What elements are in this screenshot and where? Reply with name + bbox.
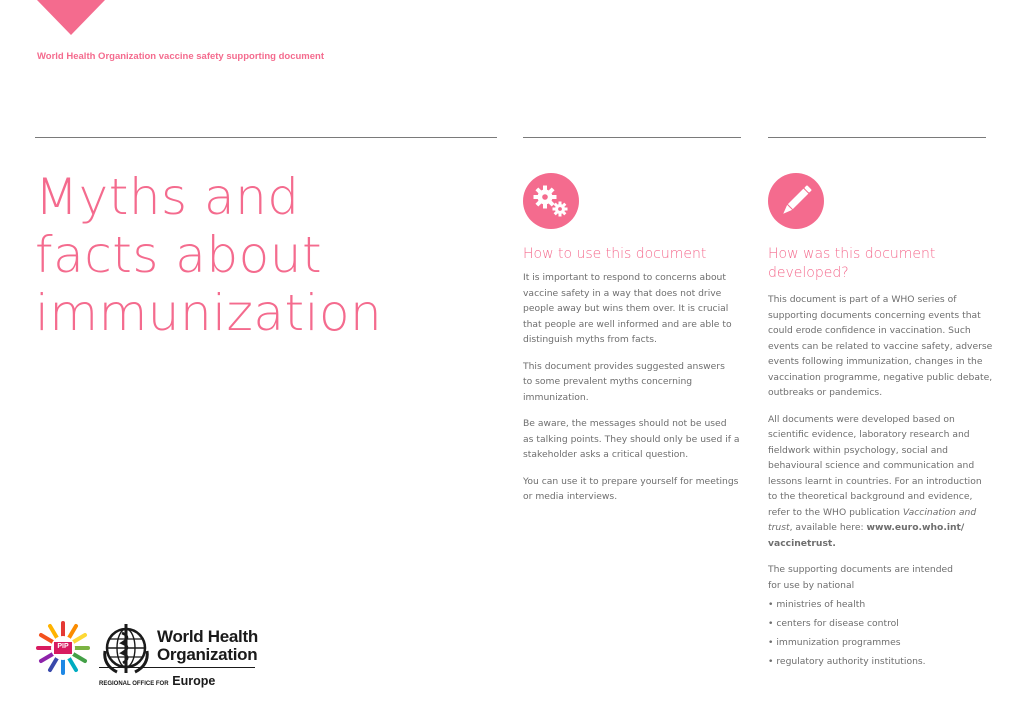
text-line: , available here: bbox=[789, 522, 867, 533]
publication-title-part-1: Vaccination and bbox=[902, 506, 977, 518]
gears-icon bbox=[523, 173, 579, 229]
text-line: All documents were developed based on bbox=[768, 413, 955, 425]
how-to-use-heading: How to use this document bbox=[523, 246, 707, 262]
text-line: The supporting documents are intended bbox=[768, 564, 954, 575]
text-line: vaccination programme, negative public debate, bbox=[768, 371, 993, 383]
text-line: or media interviews. bbox=[523, 491, 618, 502]
text-line: that people are well informed and are able to bbox=[523, 318, 732, 330]
text-line: It is important to respond to concerns about bbox=[523, 272, 726, 283]
regional-office-small-text: REGIONAL OFFICE FOR bbox=[99, 681, 169, 687]
title-line-1: Myths and bbox=[35, 168, 300, 226]
heading-line-2: developed? bbox=[768, 265, 849, 281]
document-subtitle: World Health Organization vaccine safety supporting document bbox=[37, 51, 324, 62]
divider-left bbox=[35, 137, 497, 138]
pip-logo bbox=[33, 618, 93, 678]
how-developed-paragraph-3 bbox=[768, 562, 1003, 593]
how-developed-body bbox=[768, 292, 1003, 673]
publication-title-part-2: trust bbox=[768, 522, 790, 533]
text-line: distinguish myths from facts. bbox=[523, 334, 657, 345]
page-title bbox=[35, 168, 382, 342]
text-line: vaccine safety in a way that does not drive bbox=[523, 287, 722, 299]
text-line: outbreaks or pandemics. bbox=[768, 387, 883, 398]
text-line: could erode confidence in vaccination. Such bbox=[768, 325, 971, 336]
text-line: to the theoretical background and evidence, bbox=[768, 491, 973, 502]
how-to-use-paragraph-4 bbox=[523, 474, 748, 505]
text-line: fieldwork within psychology, social and bbox=[768, 444, 948, 456]
divider-middle bbox=[523, 137, 741, 138]
text-line: people away but wins them over. It is crucial bbox=[523, 303, 729, 314]
text-line: to some prevalent myths concerning bbox=[523, 376, 693, 387]
text-line: immunization. bbox=[523, 391, 589, 403]
vaccinetrust-link[interactable]: www.euro.who.int/ bbox=[866, 522, 965, 533]
text-line: stakeholder asks a critical question. bbox=[523, 449, 689, 460]
text-line: supporting documents concerning events that bbox=[768, 309, 981, 321]
who-wordmark-line-2: Organization bbox=[157, 645, 258, 664]
text-line: Be aware, the messages should not be used bbox=[523, 418, 727, 429]
how-to-use-paragraph-1 bbox=[523, 270, 748, 348]
how-to-use-body bbox=[523, 270, 748, 516]
regional-office-europe: Europe bbox=[172, 674, 216, 688]
divider-right bbox=[768, 137, 986, 138]
how-to-use-paragraph-2 bbox=[523, 359, 748, 406]
who-wordmark-line-1: World Health bbox=[157, 627, 258, 646]
list-item: • immunization programmes bbox=[768, 637, 901, 649]
text-line: behavioural science and communication and bbox=[768, 460, 975, 471]
list-item: • regulatory authority institutions. bbox=[768, 656, 926, 668]
text-line: for use by national bbox=[768, 579, 855, 591]
vaccinetrust-link-continued[interactable]: vaccinetrust. bbox=[768, 537, 836, 549]
how-developed-paragraph-1 bbox=[768, 292, 1003, 401]
list-item: • centers for disease control bbox=[768, 618, 899, 630]
text-line: refer to the WHO publication bbox=[768, 506, 903, 518]
heading-line-1: How was this document bbox=[768, 246, 936, 262]
text-line: as talking points. They should only be used if a bbox=[523, 433, 740, 445]
regional-office-label bbox=[99, 674, 215, 688]
text-line: events can be related to vaccine safety, adverse bbox=[768, 340, 993, 352]
text-line: events following immunization, changes in the bbox=[768, 356, 983, 367]
text-line: scientific evidence, laboratory research and bbox=[768, 429, 970, 440]
pencil-icon bbox=[768, 173, 824, 229]
how-to-use-paragraph-3 bbox=[523, 416, 748, 463]
how-developed-paragraph-2 bbox=[768, 412, 1003, 552]
title-line-2: facts about bbox=[35, 226, 323, 284]
text-line: lessons learnt in countries. For an introduction bbox=[768, 475, 982, 487]
pip-label: PIP bbox=[57, 643, 69, 650]
audience-list bbox=[768, 597, 1003, 670]
how-developed-heading bbox=[768, 245, 998, 283]
text-line: This document provides suggested answers bbox=[523, 360, 725, 372]
title-line-3: immunization bbox=[35, 284, 383, 342]
logo-divider bbox=[99, 667, 255, 668]
text-line: You can use it to prepare yourself for meetings bbox=[523, 475, 739, 487]
list-item: • ministries of health bbox=[768, 599, 866, 610]
header-triangle-decoration bbox=[37, 0, 105, 35]
text-line: This document is part of a WHO series of bbox=[768, 294, 957, 305]
who-wordmark bbox=[157, 628, 258, 664]
